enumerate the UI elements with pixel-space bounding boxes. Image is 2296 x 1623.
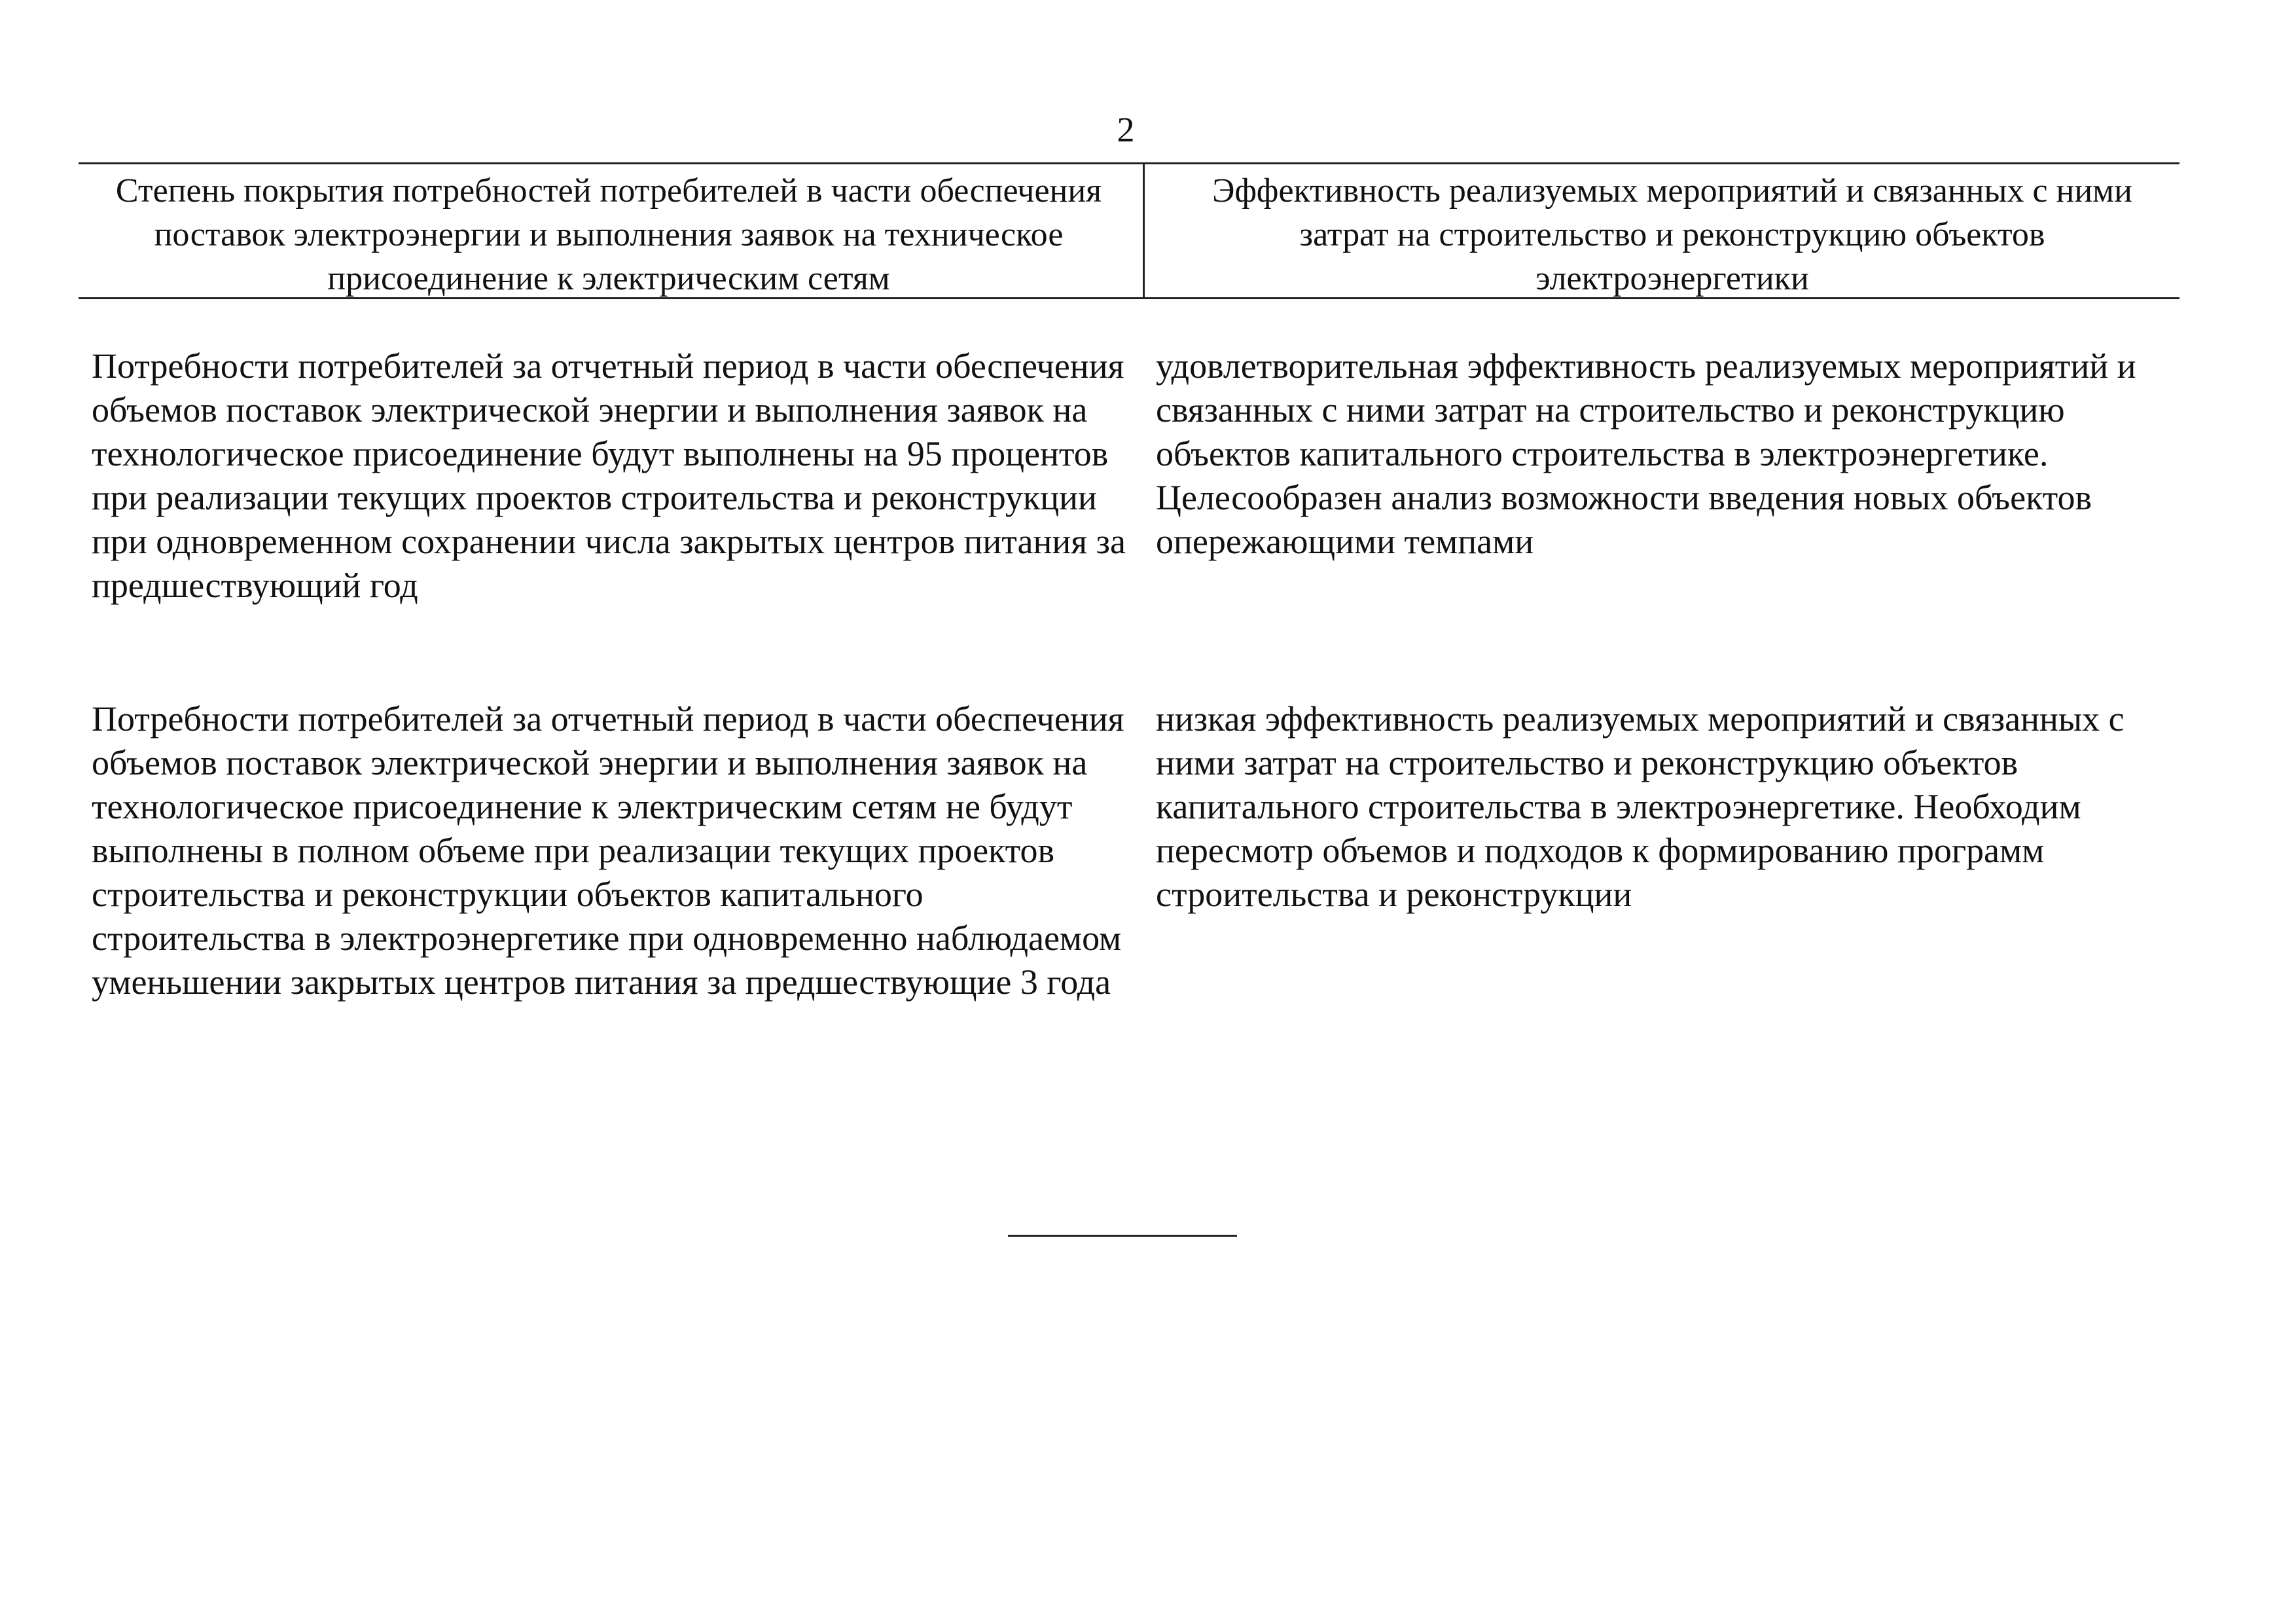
- table-top-rule: [79, 162, 2179, 164]
- table-cell-row1-coverage: Потребности потребителей за отчетный период в части обеспечения объемов поставок электрической энергии и выполнения заявок на технологическое присоединение будут выполнены на 95 процентов при реализации текущих проектов строительства и реконструкции при одновременном сохранении числа закрытых центров питания за предшествующий год: [92, 346, 1126, 605]
- document-end-rule: [1008, 1235, 1237, 1237]
- page-number: 2: [1117, 110, 1135, 149]
- table-cell-row1-efficiency: удовлетворительная эффективность реализуемых мероприятий и связанных с ними затрат на строительство и реконструкцию объектов капитального строительства в электроэнергетике. Целесообразен анализ возможности введения новых объектов опережающими темпами: [1156, 346, 2136, 561]
- column-header-efficiency: Эффективность реализуемых мероприятий и связанных с ними затрат на строительство и реконструкцию объектов электроэнергетики: [1212, 172, 2132, 297]
- column-header-coverage: Степень покрытия потребностей потребителей в части обеспечения поставок электроэнергии и выполнения заявок на техническое присоединение к электрическим сетям: [115, 172, 1102, 297]
- header-column-divider: [1143, 164, 1145, 299]
- table-header-rule: [79, 297, 2179, 299]
- table-cell-row2-efficiency: низкая эффективность реализуемых мероприятий и связанных с ними затрат на строительство и реконструкцию объектов капитального строительства в электроэнергетике. Необходим пересмотр объемов и подходов к формированию программ строительства и реконструкции: [1156, 699, 2125, 914]
- table-cell-row2-coverage: Потребности потребителей за отчетный период в части обеспечения объемов поставок электрической энергии и выполнения заявок на технологическое присоединение к электрическим сетям не будут выполнены в полном объеме при реализации текущих проектов строительства и реконструкции объектов капитального строительства в электроэнергетике при одновременно наблюдаемом уменьшении закрытых центров питания за предшествующие 3 года: [92, 699, 1124, 1002]
